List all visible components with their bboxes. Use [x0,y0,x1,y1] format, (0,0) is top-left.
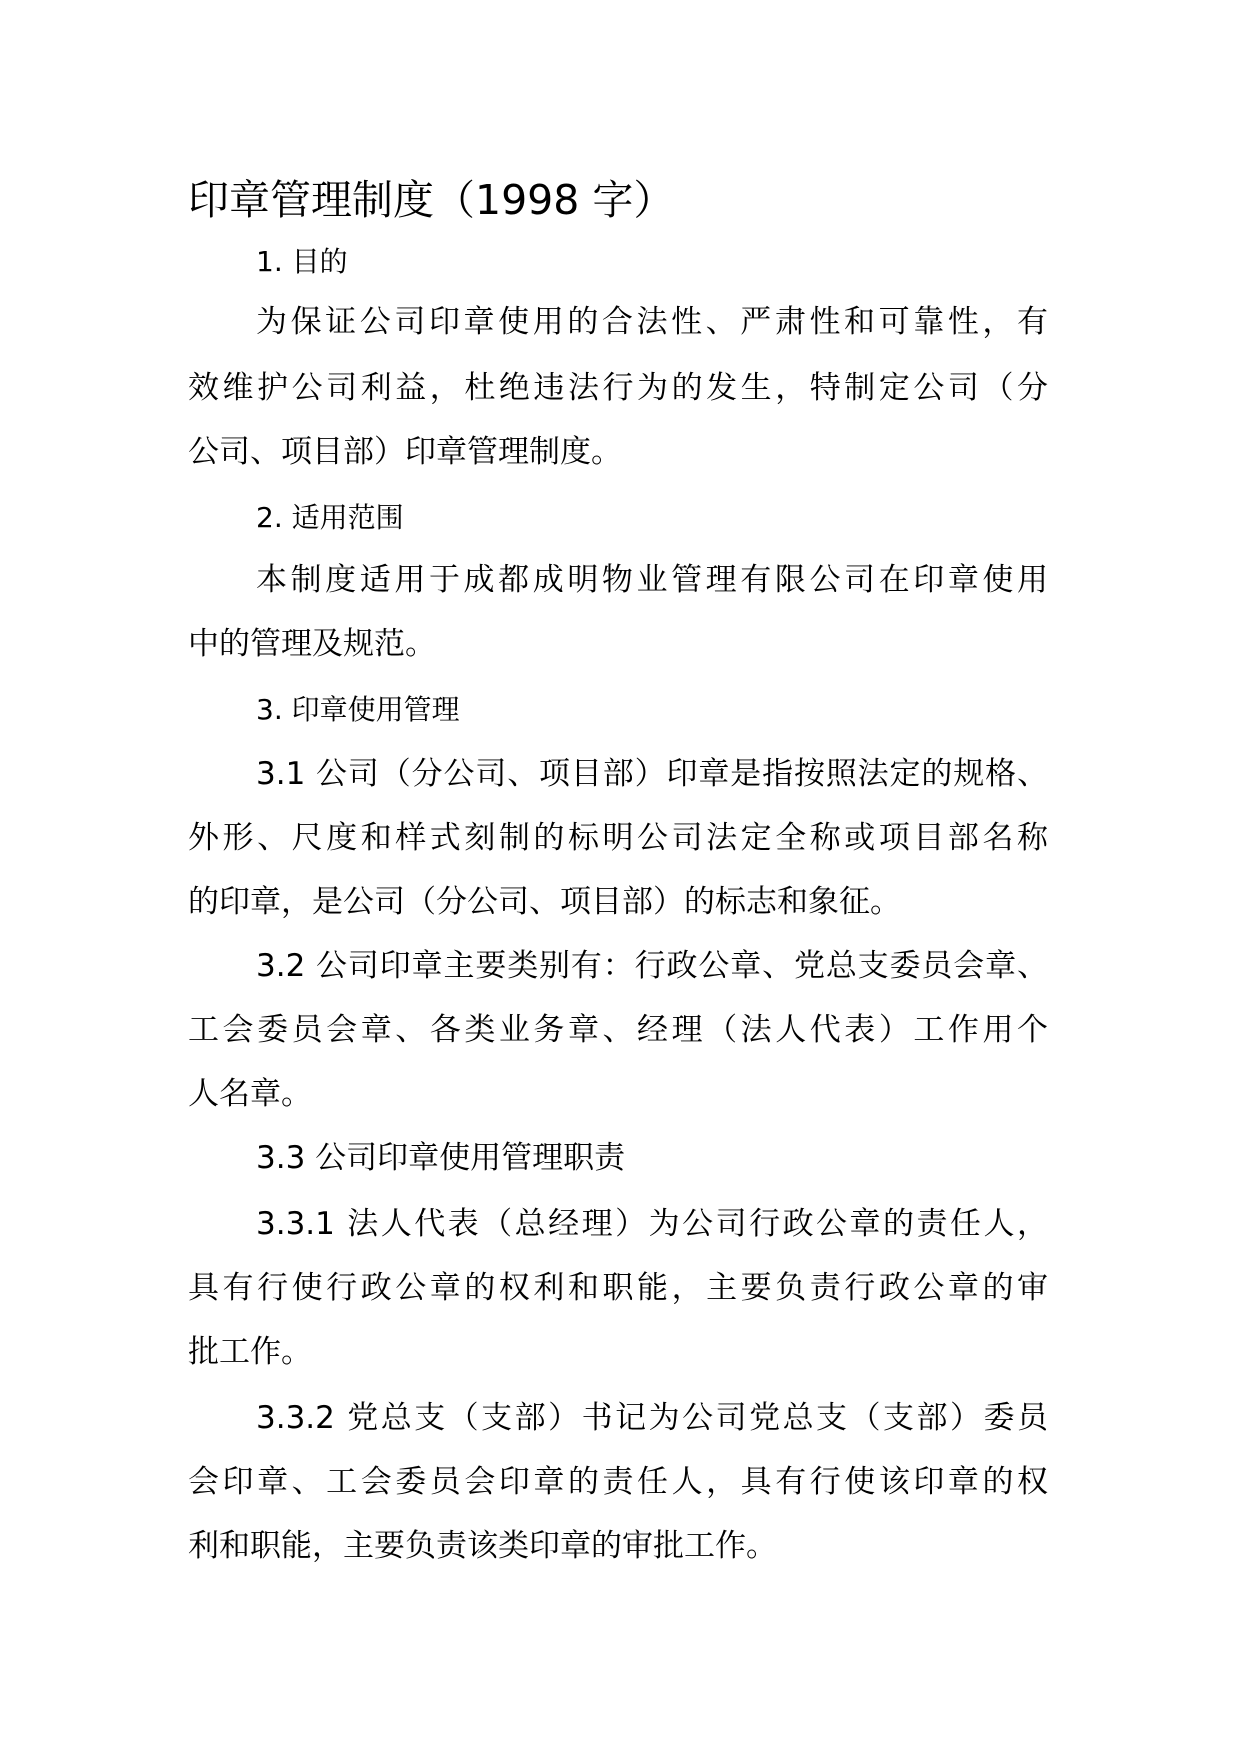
section-heading-seal-usage: 3. 印章使用管理 [256,693,460,726]
paragraph-line: 公司、项目部）印章管理制度。 [188,434,622,470]
paragraph-line: 具有行使行政公章的权利和职能，主要负责行政公章的审 [188,1270,1048,1306]
paragraph-line: 3.1 公司（分公司、项目部）印章是指按照法定的规格、 [256,756,1048,792]
paragraph-line: 本制度适用于成都成明物业管理有限公司在印章使用 [256,562,1048,598]
paragraph-line: 为保证公司印章使用的合法性、严肃性和可靠性，有 [256,304,1048,340]
paragraph-line: 3.3.2 党总支（支部）书记为公司党总支（支部）委员 [256,1400,1048,1436]
paragraph-line: 人名章。 [188,1076,312,1112]
section-heading-purpose: 1. 目的 [256,245,348,278]
paragraph-line: 的印章，是公司（分公司、项目部）的标志和象征。 [188,884,901,920]
paragraph-line: 3.2 公司印章主要类别有：行政公章、党总支委员会章、 [256,948,1048,984]
section-heading-scope: 2. 适用范围 [256,501,404,534]
paragraph-line: 会印章、工会委员会印章的责任人，具有行使该印章的权 [188,1464,1048,1500]
subsection-heading-responsibilities: 3.3 公司印章使用管理职责 [256,1140,626,1176]
paragraph-line: 批工作。 [188,1334,312,1370]
paragraph-line: 利和职能，主要负责该类印章的审批工作。 [188,1528,777,1564]
paragraph-line: 外形、尺度和样式刻制的标明公司法定全称或项目部名称 [188,820,1048,856]
paragraph-line: 效维护公司利益，杜绝违法行为的发生，特制定公司（分 [188,370,1048,406]
paragraph-line: 3.3.1 法人代表（总经理）为公司行政公章的责任人， [256,1206,1048,1242]
paragraph-line: 工会委员会章、各类业务章、经理（法人代表）工作用个 [188,1012,1048,1048]
paragraph-line: 中的管理及规范。 [188,626,436,662]
document-title: 印章管理制度（1998 字） [188,176,675,224]
